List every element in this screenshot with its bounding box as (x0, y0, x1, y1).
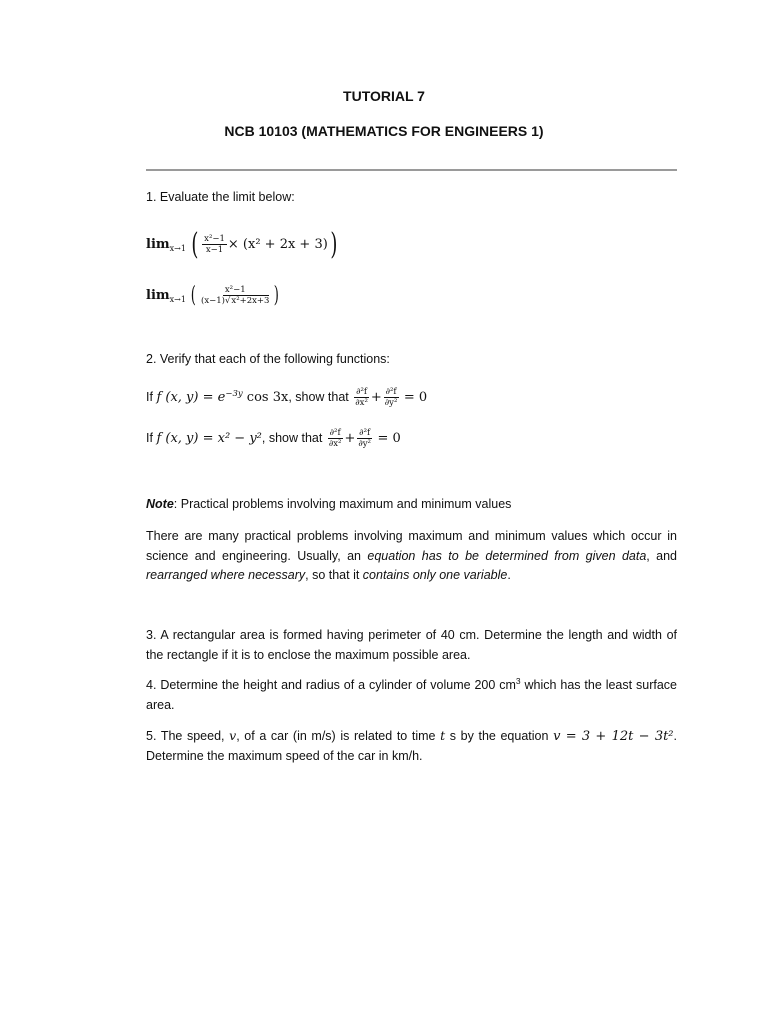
plus-sign: + (344, 431, 356, 446)
question-1-limit-b (146, 280, 677, 315)
if-label: If (146, 390, 153, 404)
function-2: f (x, y) = x² − y² (156, 431, 262, 446)
limit-word: lim (146, 288, 170, 303)
partial-x: $\frac{\text{∂²f}}{\text{∂x²}}$ (328, 428, 342, 450)
fraction (199, 285, 271, 306)
partial-y: $\frac{\text{∂²f}}{\text{∂y²}}$ (384, 387, 398, 409)
note-label: Note (146, 497, 174, 511)
close-paren: ) (274, 282, 280, 308)
denominator-left: (x−1)√ (201, 296, 231, 307)
question-2-line-1 (146, 384, 677, 411)
question-4: 4. Determine the height and radius of a cylinder of volume 200 $cm^3$ which has the least surface area. (146, 676, 677, 712)
fraction (202, 234, 227, 255)
var-t: t (440, 728, 446, 743)
fraction-denominator: x−1 (205, 245, 224, 256)
open-paren: ( (191, 226, 199, 262)
equals-zero: = 0 (403, 390, 428, 405)
if-label: If (146, 431, 153, 445)
function-1: f (x, y) = e (156, 390, 226, 405)
question-1-limit-a (146, 227, 677, 266)
limit-subscript: x→1 (169, 295, 186, 304)
open-paren: ( (191, 282, 197, 308)
header-divider (146, 169, 677, 171)
show-that: , show that (288, 390, 349, 404)
limit-subscript: x→1 (169, 244, 186, 253)
note-heading-text: : Practical problems involving maximum and minimum values (173, 497, 512, 511)
limit-word: lim (146, 237, 170, 252)
question-1-prompt: 1. Evaluate the limit below: (146, 190, 295, 204)
partial-x: $\frac{\text{∂²f}}{\text{∂x²}}$ (355, 387, 368, 409)
superscript-3: 3 (515, 676, 521, 686)
radicand: x²+2x+3 (231, 296, 270, 307)
fraction-numerator: x²−1 (224, 285, 246, 296)
question-3: 3. A rectangular area is formed having perimeter of 40 cm. Determine the length and width of the rectangle if it is to enclose the maximum possible area. (146, 628, 677, 662)
close-paren: ) (330, 226, 338, 262)
question-5: 5. The speed, v, of a car (in m/s) is related to time t s by the equation v = 3 + 12t − 3t². Determine the maximum speed of the car in km/h. (146, 728, 678, 763)
fraction-numerator: x²−1 (204, 234, 225, 245)
show-that: , show that (261, 431, 323, 445)
note-heading (146, 495, 677, 515)
page-title: TUTORIAL 7 (343, 88, 425, 104)
expression-tail: × (x² + 2x + 3) (227, 237, 328, 252)
function-1-tail: cos 3x (242, 390, 289, 405)
equals-zero: = 0 (377, 431, 401, 446)
var-v: v (229, 728, 237, 743)
exponent: −3y (225, 389, 243, 399)
fraction-denominator (199, 296, 271, 306)
partial-y: $\frac{\text{∂²f}}{\text{∂y²}}$ (358, 428, 371, 450)
course-title: NCB 10103 (MATHEMATICS FOR ENGINEERS 1) (224, 123, 544, 139)
question-2-line-2 (146, 425, 677, 452)
plus-sign: + (370, 390, 382, 405)
question-2-prompt: 2. Verify that each of the following functions: (146, 352, 390, 366)
speed-equation: v = 3 + 12t − 3t² (553, 729, 674, 744)
note-paragraph: There are many practical problems involving maximum and minimum values which occur in science and engineering. Usually, an equation has to be determined from given data, and rearranged where necessary, so that it contains only one variable. (146, 529, 677, 582)
